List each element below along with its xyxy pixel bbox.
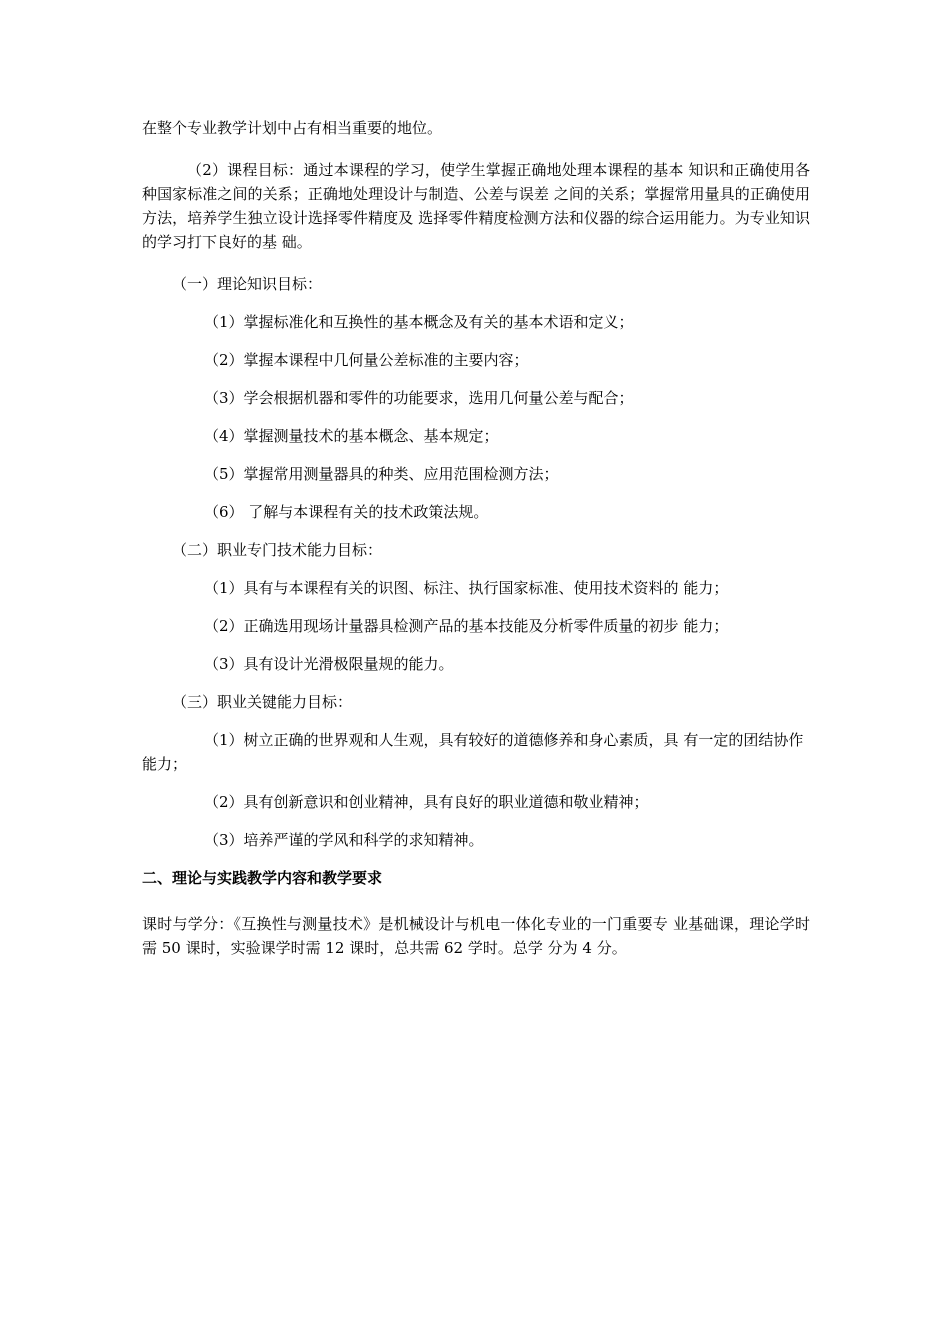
document-page	[142, 116, 810, 960]
course-goal-paragraph: （2）课程目标：通过本课程的学习，使学生掌握正确地处理本课程的基本 知识和正确使用各种国家标准之间的关系；正确地处理设计与制造、公差与误差 之间的关系；掌握常用量具的正确使用方法，培养学生独立设计选择零件精度及 选择零件精度检测方法和仪器的综合运用能力。为专业知识的学习打下良好的基 础。	[142, 161, 810, 251]
list-item: （3）学会根据机器和零件的功能要求，选用几何量公差与配合；	[204, 389, 634, 407]
list-item: （2）正确选用现场计量器具检测产品的基本技能及分析零件质量的初步 能力；	[204, 617, 729, 635]
section-heading: 二、理论与实践教学内容和教学要求	[142, 869, 383, 887]
list-item: （2）具有创新意识和创业精神，具有良好的职业道德和敬业精神；	[204, 793, 649, 811]
list-item: （4）掌握测量技术的基本概念、基本规定；	[204, 427, 499, 445]
list-item: （3）具有设计光滑极限量规的能力。	[204, 655, 454, 673]
list-item: （6） 了解与本课程有关的技术政策法规。	[204, 503, 489, 521]
list-item: （2）掌握本课程中几何量公差标准的主要内容；	[204, 351, 529, 369]
list-item: （3）培养严谨的学风和科学的求知精神。	[204, 831, 484, 849]
list-item: （5）掌握常用测量器具的种类、应用范围检测方法；	[204, 465, 559, 483]
list-item: （1）树立正确的世界观和人生观，具有较好的道德修养和身心素质，具 有一定的团结协作能力；	[142, 731, 804, 773]
credits-paragraph: 课时与学分：《互换性与测量技术》是机械设计与机电一体化专业的一门重要专 业基础课，理论学时需 50 课时，实验课学时需 12 课时，总共需 62 学时。总学 分为 4 分。	[142, 915, 810, 957]
list-item: （1）掌握标准化和互换性的基本概念及有关的基本术语和定义；	[204, 313, 634, 331]
list-item: （1）具有与本课程有关的识图、标注、执行国家标准、使用技术资料的 能力；	[204, 579, 729, 597]
continued-paragraph: 在整个专业教学计划中占有相当重要的地位。	[142, 119, 443, 137]
section-title-key-abilities: （三）职业关键能力目标：	[172, 693, 353, 711]
section-title-theory: （一）理论知识目标：	[172, 275, 323, 293]
section-title-technical: （二）职业专门技术能力目标：	[172, 541, 383, 559]
